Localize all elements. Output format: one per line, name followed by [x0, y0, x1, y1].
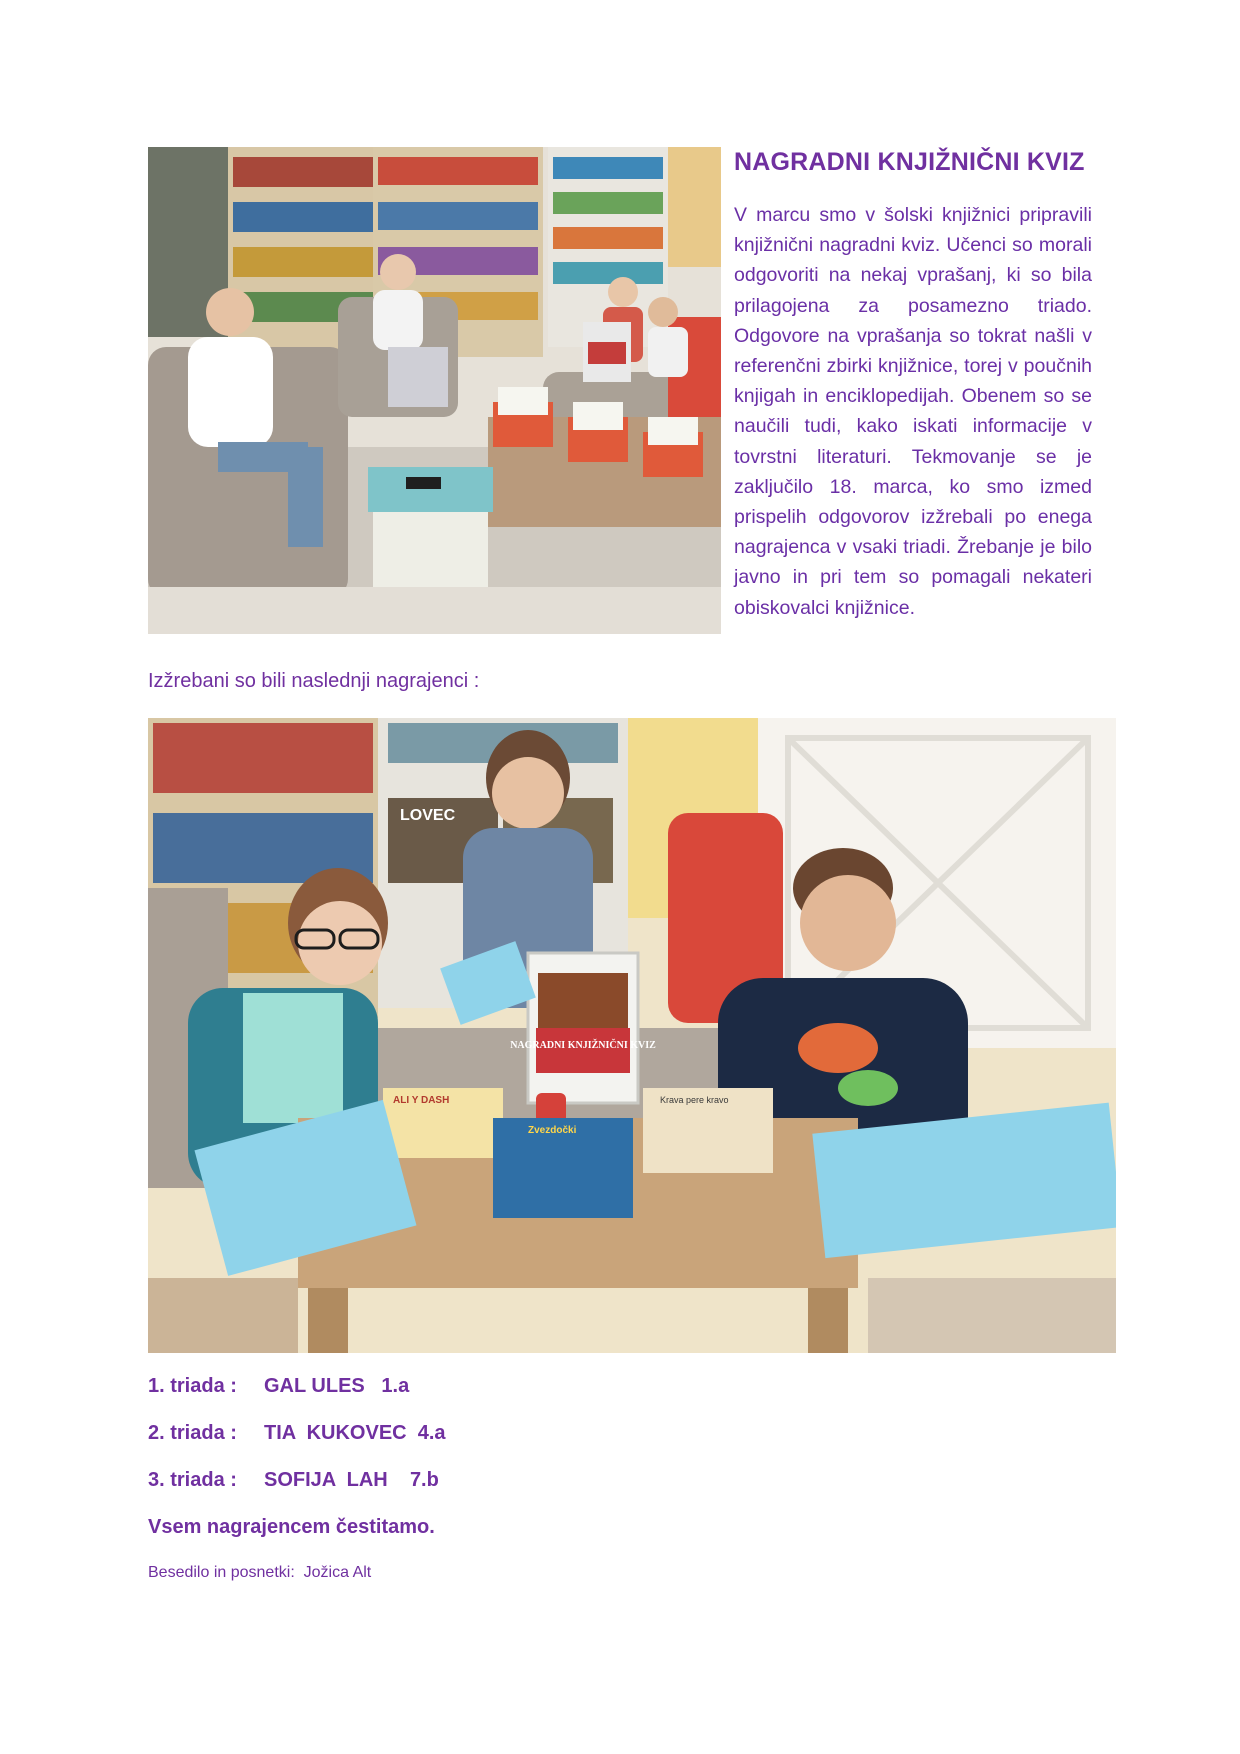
photo1-quiz-book-band: [588, 342, 626, 364]
winner-3-label: 3. triada :: [148, 1469, 237, 1491]
winner-2-name: TIA KUKOVEC 4.a: [264, 1422, 446, 1444]
article-intro: V marcu smo v šolski knjižnici pripravili knjižnični nagradni kviz. Učenci so morali odgovoriti na nekaj vprašanj, ki so bila prilagojena za posamezno triado. Odgovore na vprašanja so tokrat našli v referenčni zbirki knjižnice, torej v poučnih knjigah in enciklopedijah. Obenem so se naučili tudi, kako iskati informacije v tovrstni literaturi. Tekmovanje se je zaključilo 18. marca, ko smo izmed prispelih odgovorov izžrebali po enega nagrajenca v vsaki triadi. Žrebanje je bilo javno in pri tem so pomagali nekateri obiskovalci knjižnice.: [734, 204, 1092, 619]
winner-triada-1: [148, 1375, 409, 1398]
winner-1-label: 1. triada :: [148, 1375, 237, 1397]
winner-3-name: SOFIJA LAH 7.b: [264, 1469, 439, 1491]
winner-2-label: 2. triada :: [148, 1422, 237, 1444]
photo2-floor: [148, 1278, 298, 1353]
photo-library-reading-corner: [148, 147, 721, 634]
photo1-noticeboard: [668, 147, 721, 267]
photo-winners: [148, 718, 1116, 1353]
photo2-shelf-label-1: LOVEC: [400, 807, 456, 824]
winner-triada-2: [148, 1422, 446, 1445]
winners-intro: Izžrebani so bili naslednji nagrajenci :: [148, 670, 480, 692]
article-title: NAGRADNI KNJIŽNIČNI KVIZ: [734, 148, 1085, 176]
congratulations: Vsem nagrajencem čestitamo.: [148, 1516, 435, 1538]
credit-line: Besedilo in posnetki: Jožica Alt: [148, 1564, 372, 1581]
photo2-book-center-title: Zvezdočki: [528, 1125, 577, 1136]
winner-1-name: GAL ULES 1.a: [264, 1375, 410, 1397]
photo1-ballot-slot: [406, 477, 441, 489]
photo2-quiz-cover-title: NAGRADNI KNJIŽNIČNI KVIZ: [510, 1040, 656, 1051]
winner-triada-3: [148, 1469, 439, 1492]
photo2-book-right-title: Krava pere kravo: [660, 1095, 729, 1105]
photo1-ballot-box-lid: [368, 467, 493, 512]
photo1-foreground: [148, 587, 721, 634]
photo1-illustration: [148, 147, 721, 634]
photo2-book-left-title: ALI Y DASH: [393, 1095, 450, 1106]
photo2-illustration: [148, 718, 1116, 1353]
